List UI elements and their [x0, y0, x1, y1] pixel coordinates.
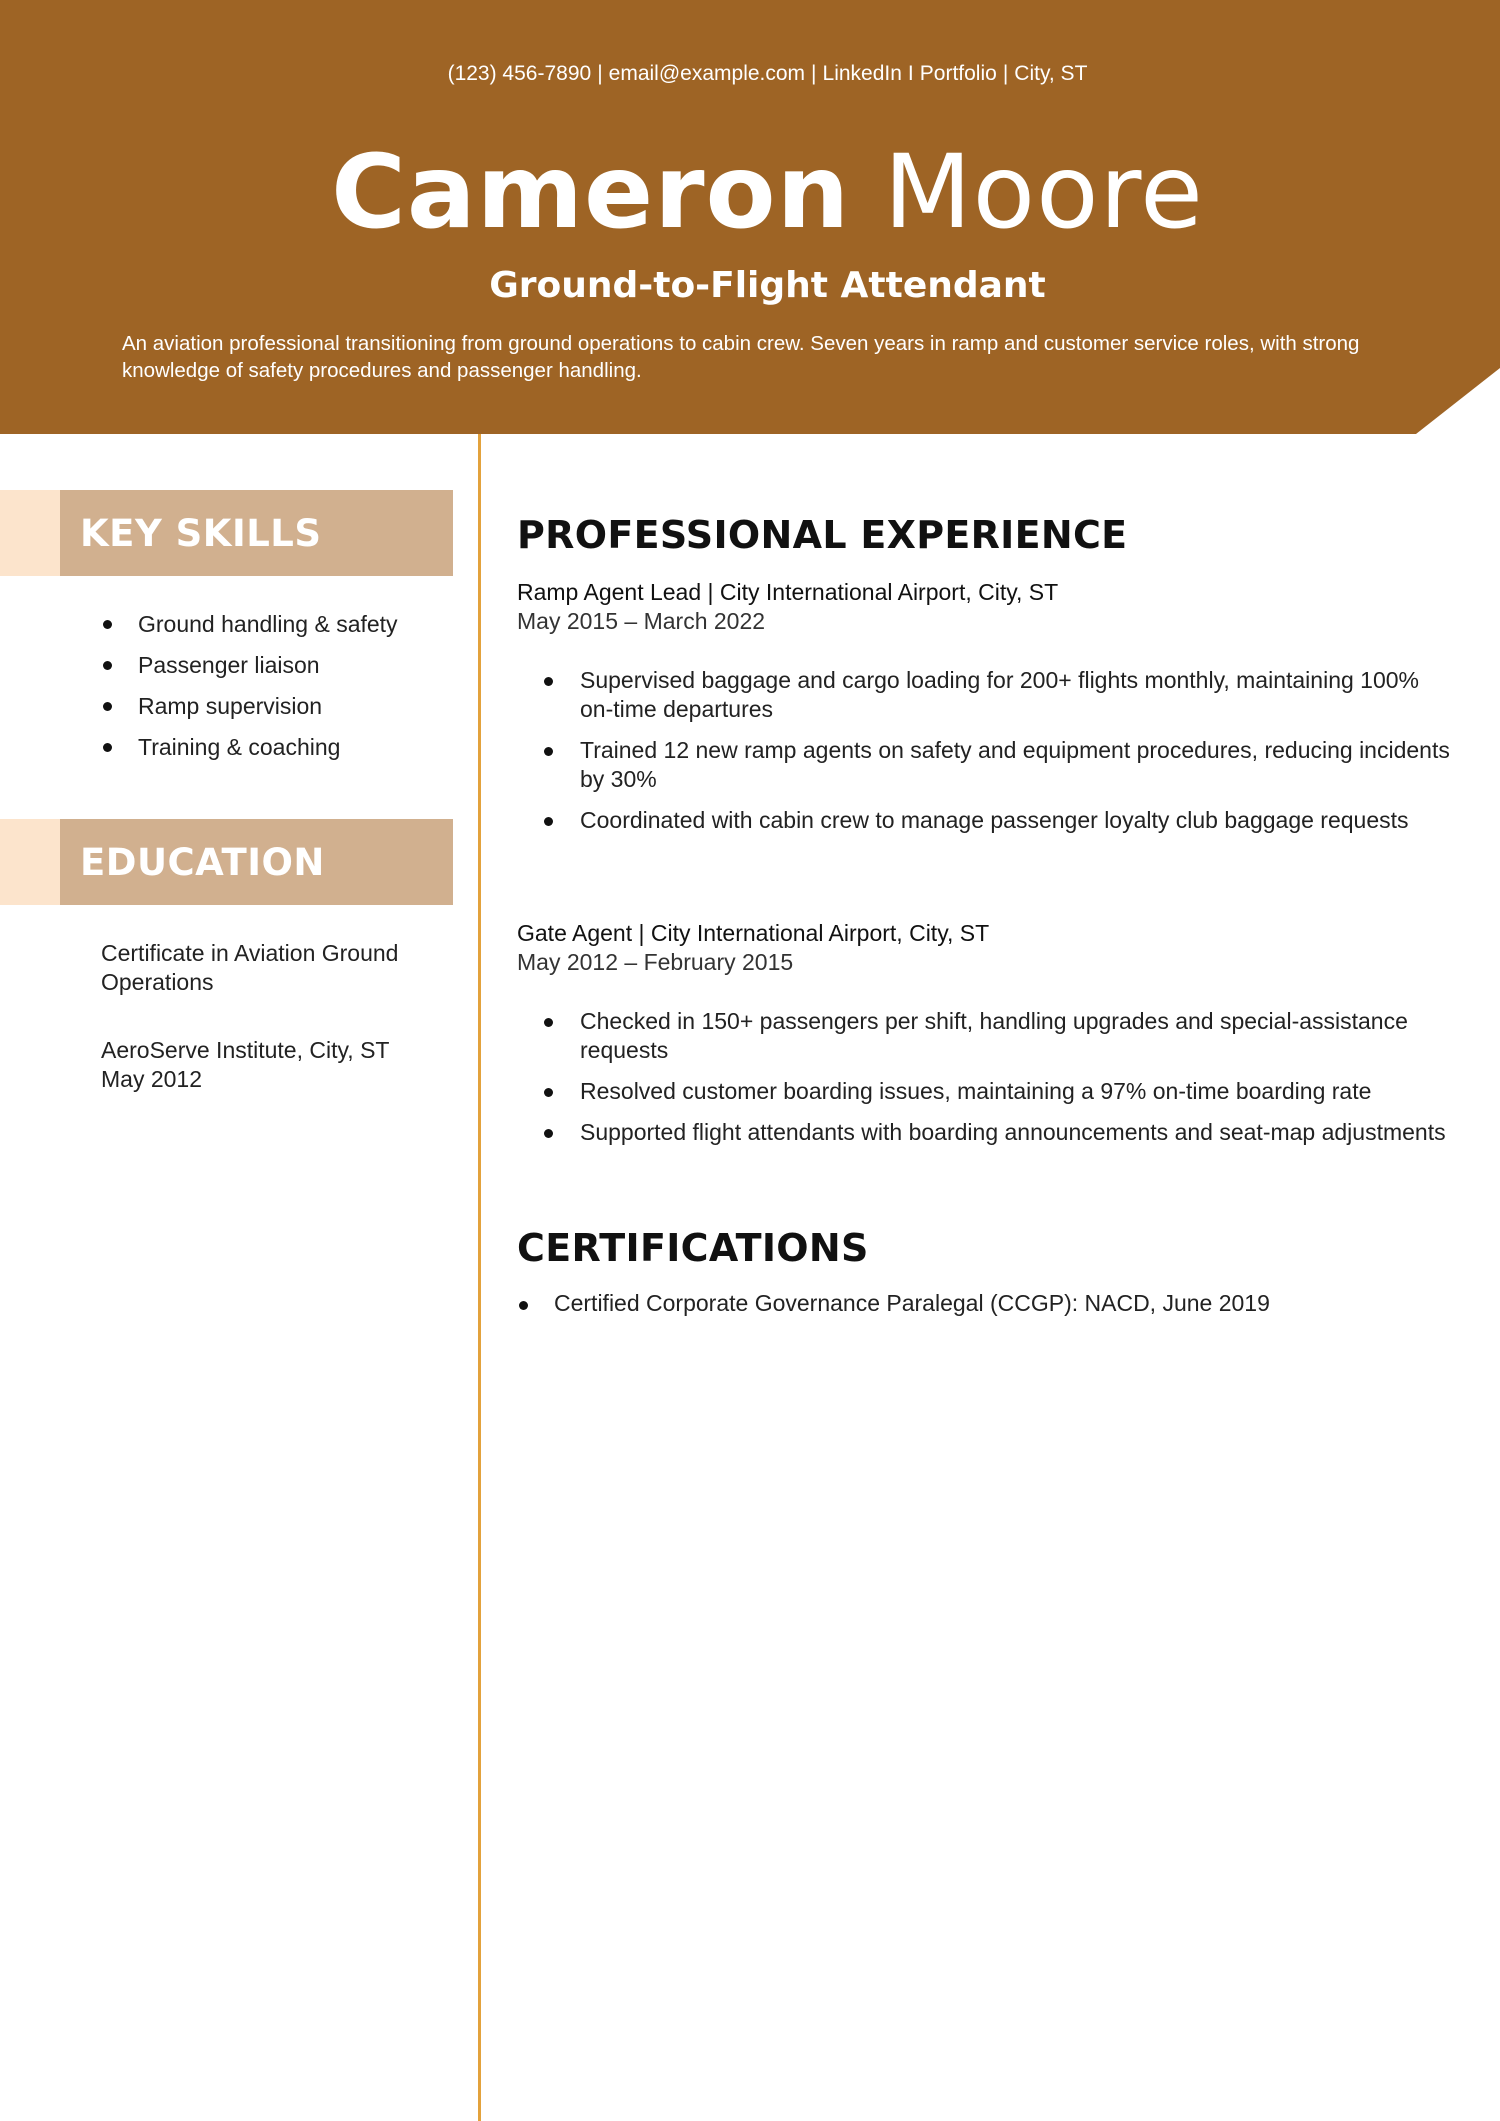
job-title: Ground-to-Flight Attendant — [489, 265, 1046, 306]
contact-separator: I — [907, 62, 914, 85]
job-role: Ramp Agent Lead | City International Airport, City, ST — [517, 579, 1059, 605]
job-entry — [517, 578, 1450, 833]
skills-heading: KEY SKILLS — [80, 512, 322, 555]
skill-item: Ground handling & safety — [100, 604, 398, 645]
profile-summary: An aviation professional transitioning from ground operations to cabin crew. Seven years in ramp and customer service roles, with strong knowledge of safety procedures and passenger handling. — [122, 332, 1360, 382]
job-dates: May 2012 – February 2015 — [517, 949, 794, 975]
job-bullets — [544, 1007, 1454, 1159]
first-name: Cameron — [331, 133, 851, 252]
job-bullet: Supported flight attendants with boarding announcements and seat-map adjustments — [544, 1118, 1454, 1147]
job-role: Gate Agent | City International Airport, City, ST — [517, 920, 990, 946]
contact-separator: | — [597, 62, 603, 85]
job-bullet: Checked in 150+ passengers per shift, handling upgrades and special-assistance requests — [544, 1007, 1454, 1065]
contact-linkedin[interactable]: LinkedIn — [822, 62, 902, 85]
degree-line: Certificate in Aviation Ground — [101, 940, 399, 966]
contact-location: City, ST — [1014, 62, 1088, 85]
job-bullet: Coordinated with cabin crew to manage passenger loyalty club baggage requests — [544, 806, 1454, 835]
education-heading: EDUCATION — [80, 841, 325, 884]
contact-portfolio[interactable]: Portfolio — [919, 62, 997, 85]
job-bullets — [544, 666, 1454, 847]
column-divider — [478, 434, 481, 2121]
job-bullet: Resolved customer boarding issues, maintaining a 97% on-time boarding rate — [544, 1077, 1454, 1106]
certifications-list — [517, 1289, 1270, 1318]
experience-heading: PROFESSIONAL EXPERIENCE — [517, 513, 1128, 557]
contact-phone: (123) 456-7890 — [447, 62, 592, 85]
candidate-name — [0, 128, 1500, 258]
contact-line — [0, 62, 1500, 86]
last-name: Moore — [883, 133, 1204, 252]
skill-item: Training & coaching — [100, 727, 398, 768]
certification-item: Certified Corporate Governance Paralegal (CCGP): NACD, June 2019 — [517, 1289, 1270, 1318]
education-degree — [101, 939, 398, 997]
contact-email[interactable]: email@example.com — [608, 62, 806, 85]
skill-item: Passenger liaison — [100, 645, 398, 686]
job-bullet: Trained 12 new ramp agents on safety and equipment procedures, reducing incidents by 30% — [544, 736, 1454, 794]
certifications-heading: CERTIFICATIONS — [517, 1226, 869, 1270]
contact-separator: | — [811, 62, 817, 85]
education-school-block — [101, 1036, 389, 1094]
job-dates: May 2015 – March 2022 — [517, 608, 766, 634]
skills-list — [100, 604, 398, 768]
education-school: AeroServe Institute, City, ST — [101, 1037, 390, 1063]
section-tab — [0, 819, 60, 905]
section-tab — [0, 490, 60, 576]
job-bullet: Supervised baggage and cargo loading for 200+ flights monthly, maintaining 100% on-time departures — [544, 666, 1454, 724]
education-section-header — [0, 819, 453, 905]
skills-section-header — [0, 490, 453, 576]
job-entry — [517, 919, 1446, 1145]
skill-item: Ramp supervision — [100, 686, 398, 727]
degree-line: Operations — [101, 969, 214, 995]
education-date: May 2012 — [101, 1066, 203, 1092]
contact-separator: | — [1002, 62, 1009, 85]
